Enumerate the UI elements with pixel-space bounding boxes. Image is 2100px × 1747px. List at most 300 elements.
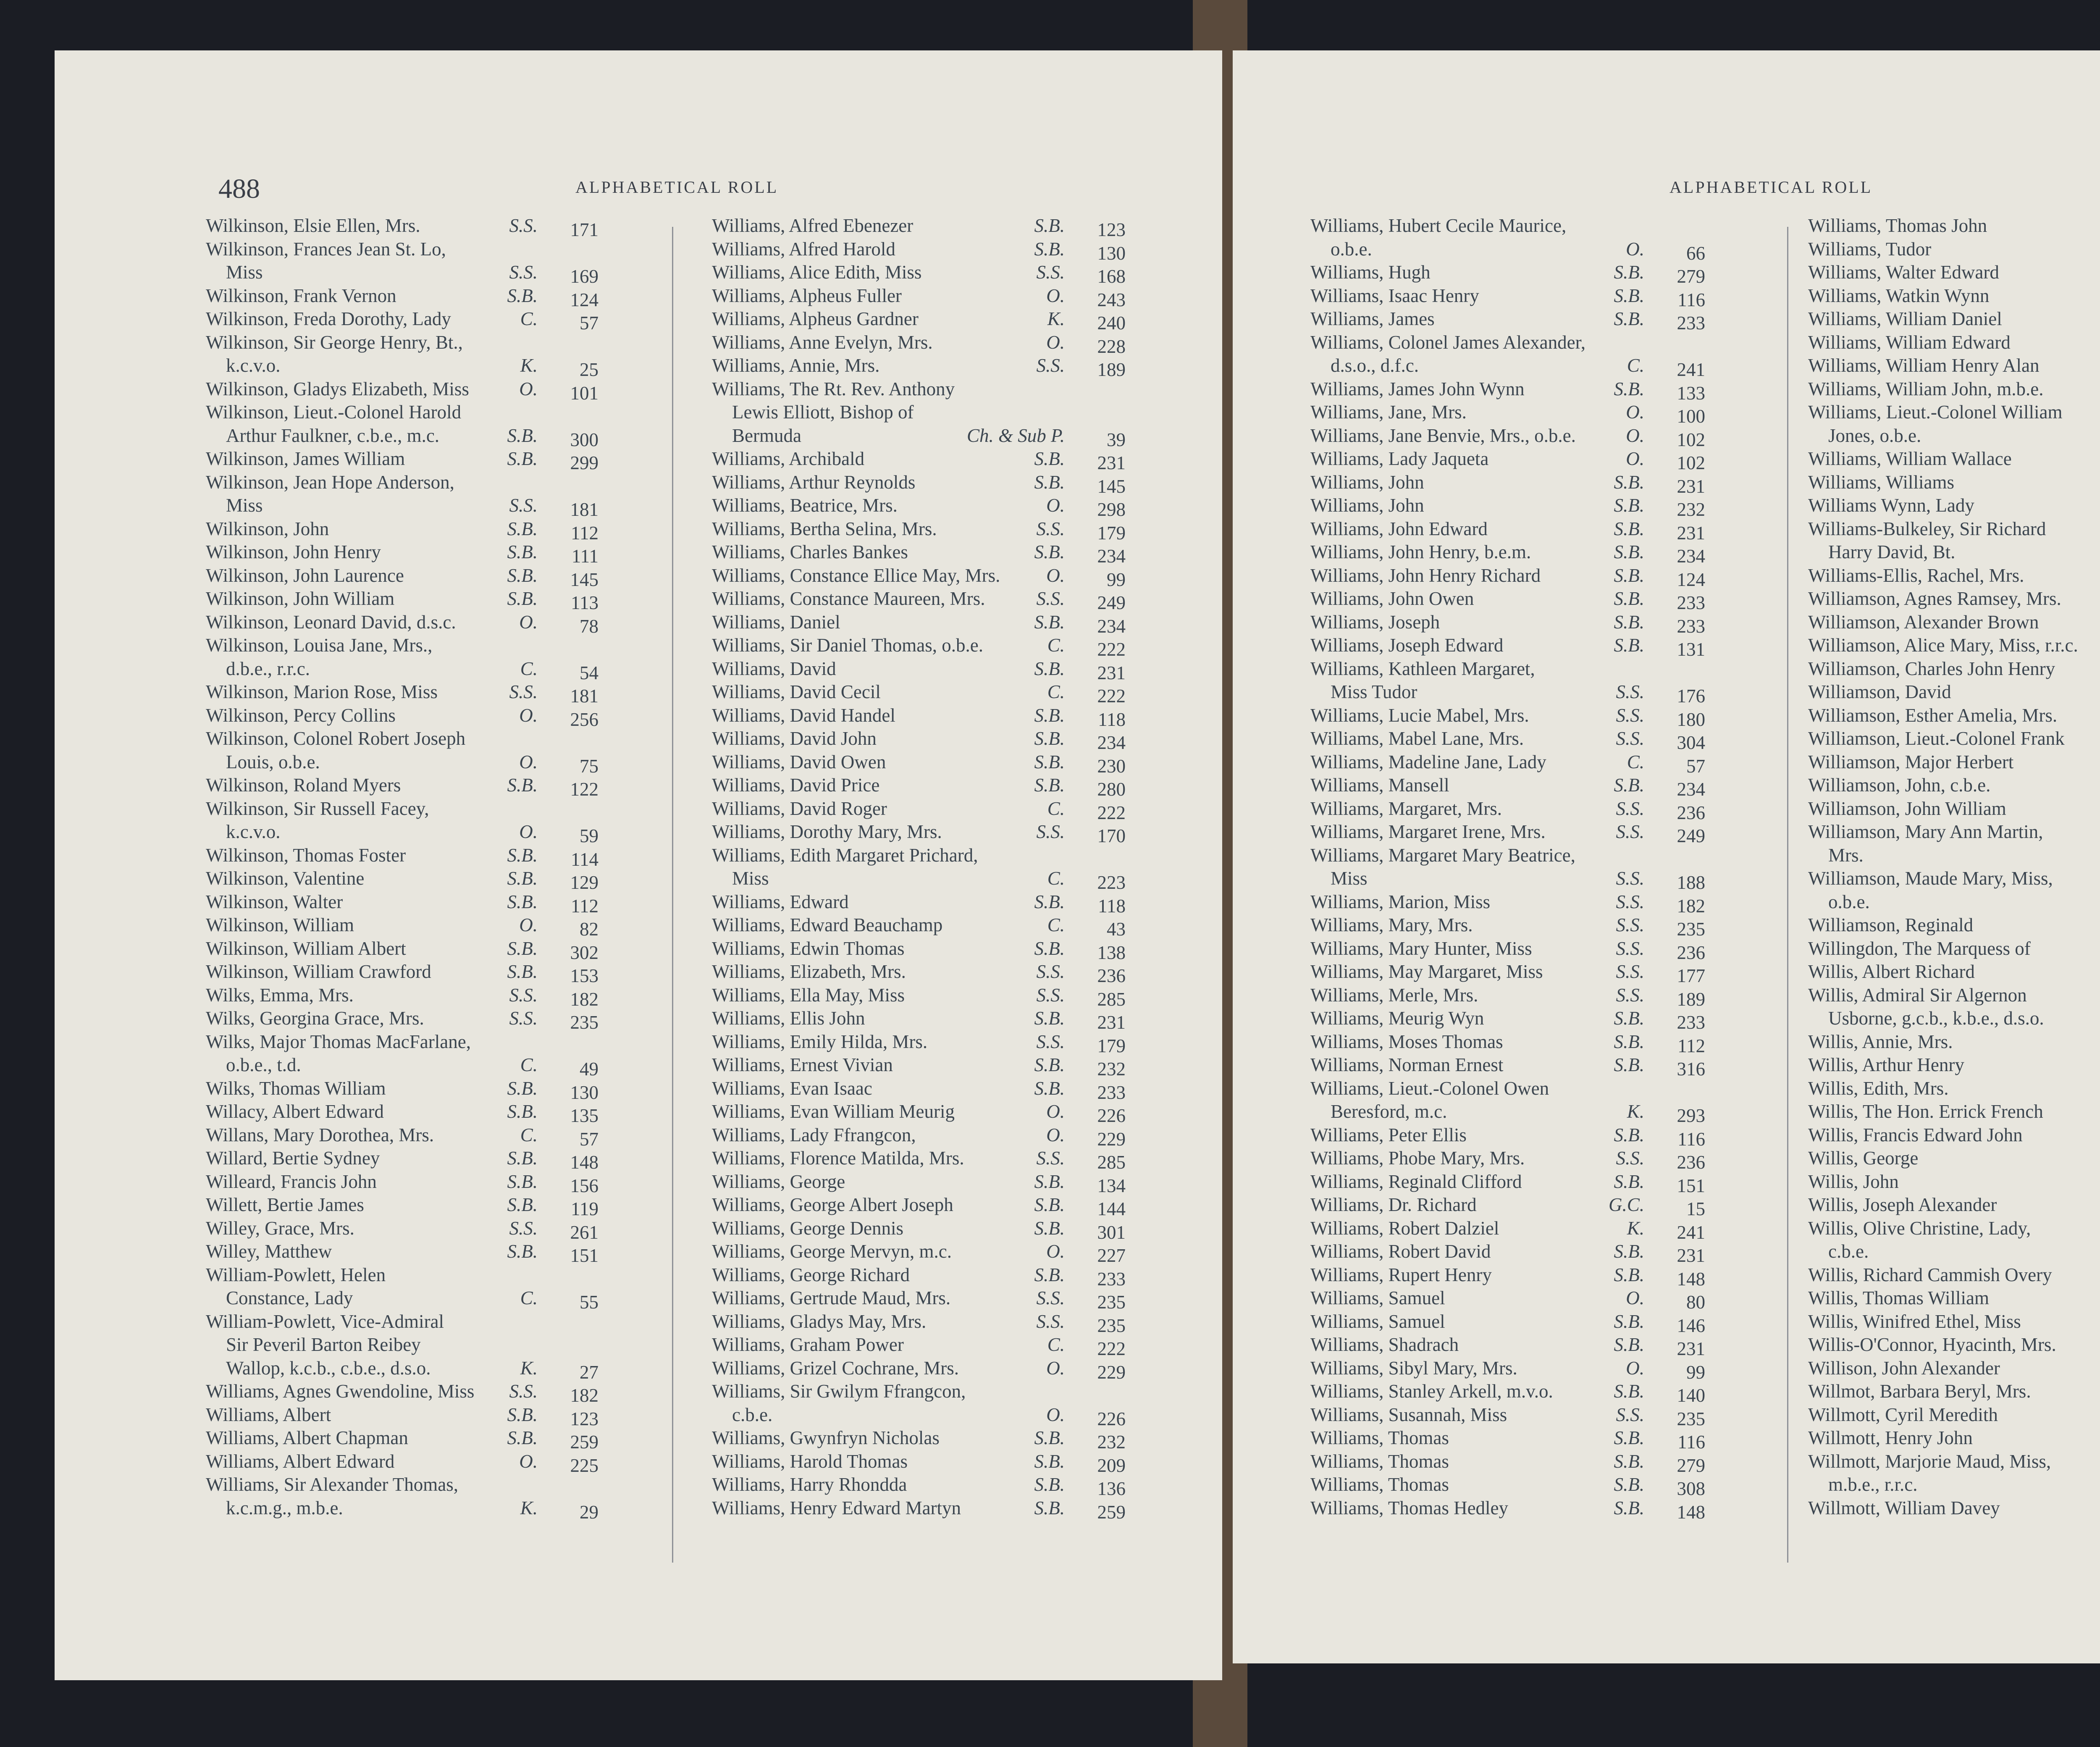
entry-page: 222 <box>1097 1338 1126 1359</box>
entry-class: C. <box>1047 868 1065 889</box>
entry-class: S.B. <box>1034 891 1065 912</box>
roll-entry <box>1808 844 2100 867</box>
roll-entry <box>1808 1380 2100 1403</box>
entry-name: Wallop, k.c.b., c.b.e., d.s.o. <box>226 1357 431 1379</box>
entry-class: O. <box>519 914 538 935</box>
entry-name: Williams, Lady Ffrangcon, <box>712 1124 916 1145</box>
roll-entry <box>1310 1310 1714 1334</box>
entry-class: S.B. <box>507 565 538 586</box>
entry-class: S.B. <box>1034 704 1065 726</box>
entry-name: Wilkinson, James William <box>206 448 405 469</box>
entry-page: 285 <box>1097 988 1126 1010</box>
entry-page: 182 <box>1677 895 1705 917</box>
entry-page: 293 <box>1677 1105 1705 1126</box>
entry-page: 153 <box>570 965 598 986</box>
roll-entry <box>206 378 609 404</box>
entry-class: K. <box>520 1497 538 1518</box>
roll-entry <box>1310 1497 1714 1523</box>
roll-entry <box>1808 284 2100 308</box>
roll-entry <box>712 820 1136 844</box>
roll-entry <box>1310 261 1714 287</box>
roll-entry <box>1808 680 2100 704</box>
entry-page: 66 <box>1686 242 1705 264</box>
entry-name: Williams, Constance Maureen, Mrs. <box>712 588 985 609</box>
entry-class: S.S. <box>1036 961 1065 982</box>
entry-page: 301 <box>1097 1222 1126 1243</box>
entry-class: S.B. <box>1034 1054 1065 1075</box>
entry-page: 241 <box>1677 1222 1705 1243</box>
entry-class: S.B. <box>1034 775 1065 796</box>
roll-entry <box>206 1473 609 1497</box>
entry-class: C. <box>520 1054 538 1075</box>
roll-entry <box>712 1077 1136 1101</box>
roll-entry <box>206 844 609 870</box>
entry-name: d.s.o., d.f.c. <box>1331 355 1419 376</box>
roll-entry <box>1808 518 2100 541</box>
column-4 <box>1808 214 2100 1520</box>
entry-class: S.B. <box>1614 518 1644 539</box>
entry-name: Williams, Albert <box>206 1404 331 1425</box>
column-divider <box>1787 227 1788 1563</box>
entry-name: Williamson, David <box>1808 681 1951 702</box>
roll-entry <box>1808 774 2100 797</box>
entry-name: Wilkinson, Roland Myers <box>206 775 401 796</box>
entry-name: Williams, Joseph <box>1310 611 1440 633</box>
entry-name: Williams, Tudor <box>1808 238 1932 260</box>
running-header: ALPHABETICAL ROLL <box>575 178 779 197</box>
roll-entry <box>1310 1007 1714 1033</box>
entry-page: 176 <box>1677 686 1705 707</box>
entry-class: S.B. <box>507 1427 538 1448</box>
roll-entry <box>1310 611 1714 637</box>
roll-entry <box>206 424 609 448</box>
entry-class: S.B. <box>507 961 538 982</box>
roll-entry <box>712 1450 1136 1474</box>
entry-page: 182 <box>570 1385 598 1406</box>
entry-page: 229 <box>1097 1128 1126 1150</box>
entry-class: S.S. <box>1616 1404 1644 1425</box>
roll-entry <box>206 1053 609 1080</box>
entry-page: 235 <box>1097 1315 1126 1336</box>
entry-name: Williams, Mansell <box>1310 775 1449 796</box>
entry-page: 25 <box>580 359 598 380</box>
entry-class: S.B. <box>507 1194 538 1215</box>
roll-entry <box>1310 1264 1714 1290</box>
entry-class: K. <box>1047 308 1065 329</box>
entry-name: Williamson, Major Herbert <box>1808 751 2014 772</box>
roll-entry <box>1808 1403 2100 1427</box>
roll-entry <box>712 1264 1136 1290</box>
entry-name: Willmott, Marjorie Maud, Miss, <box>1808 1450 2051 1472</box>
entry-name: Williams, George Richard <box>712 1264 910 1285</box>
column-2 <box>712 214 1136 1523</box>
entry-name: Wilkinson, Jean Hope Anderson, <box>206 471 454 493</box>
roll-entry <box>712 238 1136 264</box>
entry-page: 118 <box>1098 895 1126 917</box>
roll-entry <box>712 424 1136 448</box>
entry-class: O. <box>519 704 538 726</box>
entry-class: S.B. <box>1034 1497 1065 1518</box>
entry-class: S.B. <box>1034 728 1065 749</box>
entry-name: Williams, Joseph Edward <box>1310 635 1504 656</box>
roll-entry <box>206 1170 609 1194</box>
entry-name: Williams, Moses Thomas <box>1310 1031 1503 1052</box>
entry-page: 118 <box>1098 709 1126 730</box>
entry-name: Willis, Olive Christine, Lady, <box>1808 1217 2031 1239</box>
entry-name: Wilkinson, Percy Collins <box>206 704 396 726</box>
roll-entry <box>1808 424 2100 448</box>
roll-entry <box>712 960 1136 984</box>
roll-entry <box>206 1147 609 1173</box>
roll-entry <box>206 1426 609 1453</box>
entry-page: 236 <box>1677 802 1705 823</box>
entry-name: Williams, Thomas John <box>1808 215 1987 236</box>
entry-name: Constance, Lady <box>226 1287 353 1308</box>
roll-entry <box>206 354 609 378</box>
entry-name: Williams, Lieut.-Colonel William <box>1808 402 2063 423</box>
roll-entry <box>712 1403 1136 1427</box>
roll-entry <box>1808 564 2100 588</box>
entry-page: 102 <box>1677 429 1705 450</box>
roll-entry <box>1310 1100 1714 1124</box>
entry-page: 133 <box>1677 382 1705 404</box>
entry-class: S.B. <box>1034 448 1065 469</box>
entry-page: 279 <box>1677 1455 1705 1476</box>
roll-entry <box>206 214 609 238</box>
entry-class: S.S. <box>509 984 538 1006</box>
entry-class: S.B. <box>1614 565 1644 586</box>
roll-entry <box>1808 1147 2100 1170</box>
entry-name: Williams, Walter Edward <box>1808 262 1999 283</box>
roll-entry <box>206 1403 609 1427</box>
roll-entry <box>1808 354 2100 378</box>
entry-class: S.B. <box>1614 285 1644 306</box>
entry-page: 285 <box>1097 1152 1126 1173</box>
page-number: 488 <box>218 173 260 204</box>
entry-name: Williams, Graham Power <box>712 1334 904 1355</box>
roll-entry <box>206 1030 609 1054</box>
entry-class: G.C. <box>1608 1194 1644 1215</box>
roll-entry <box>1310 238 1714 264</box>
entry-class: O. <box>1046 495 1065 516</box>
entry-class: S.S. <box>1036 984 1065 1006</box>
entry-page: 235 <box>1677 1408 1705 1429</box>
roll-entry <box>206 1264 609 1287</box>
entry-page: 234 <box>1097 546 1126 567</box>
entry-class: K. <box>520 355 538 376</box>
entry-name: Beresford, m.c. <box>1331 1101 1447 1122</box>
roll-entry <box>1808 1497 2100 1520</box>
entry-class: S.S. <box>509 681 538 702</box>
roll-entry <box>1808 751 2100 774</box>
entry-name: Williams, David Roger <box>712 798 887 819</box>
entry-class: S.B. <box>1034 1008 1065 1029</box>
entry-name: Williams, Ernest Vivian <box>712 1054 893 1075</box>
entry-class: S.S. <box>1616 1148 1644 1169</box>
entry-name: Williams, Daniel <box>712 611 840 633</box>
roll-entry <box>712 564 1136 588</box>
entry-page: 249 <box>1097 592 1126 613</box>
entry-name: Williams, Samuel <box>1310 1311 1445 1332</box>
entry-name: Willison, John Alexander <box>1808 1357 2000 1379</box>
entry-class: S.B. <box>1614 1381 1644 1402</box>
entry-page: 130 <box>570 1082 598 1103</box>
roll-entry <box>1808 1450 2100 1474</box>
entry-name: Wilkinson, Gladys Elizabeth, Miss <box>206 378 469 399</box>
entry-name: Williams, Thomas <box>1310 1427 1449 1448</box>
roll-entry <box>206 564 609 588</box>
entry-name: Williams, Arthur Reynolds <box>712 471 916 493</box>
entry-class: S.S. <box>1616 938 1644 959</box>
roll-entry <box>712 1170 1136 1194</box>
entry-name: Williams, Madeline Jane, Lady <box>1310 751 1546 772</box>
entry-page: 82 <box>580 919 598 940</box>
entry-name: Williams, David Owen <box>712 751 886 772</box>
entry-name: Williams, Isaac Henry <box>1310 285 1479 306</box>
entry-name: Wilkinson, William <box>206 914 354 935</box>
entry-class: S.B. <box>1614 1031 1644 1052</box>
entry-name: Williams, Margaret Mary Beatrice, <box>1310 844 1575 866</box>
roll-entry <box>712 867 1136 891</box>
entry-class: S.B. <box>1614 1497 1644 1518</box>
entry-name: Bermuda <box>732 425 801 446</box>
entry-name: Miss <box>732 868 769 889</box>
entry-name: Williamson, Alice Mary, Miss, r.r.c. <box>1808 635 2078 656</box>
entry-name: Mrs. <box>1828 844 1864 866</box>
roll-entry <box>1808 471 2100 494</box>
roll-entry <box>1808 1333 2100 1357</box>
entry-class: S.B. <box>1614 1450 1644 1472</box>
entry-name: Williams, William Edward <box>1808 331 2011 353</box>
roll-entry <box>1310 634 1714 660</box>
entry-class: S.B. <box>1034 938 1065 959</box>
entry-page: 302 <box>570 942 598 963</box>
entry-name: Williams, Mary Hunter, Miss <box>1310 938 1532 959</box>
entry-name: Williams, James <box>1310 308 1435 329</box>
roll-entry <box>206 1077 609 1101</box>
entry-page: 145 <box>1097 475 1126 497</box>
entry-page: 241 <box>1677 359 1705 380</box>
roll-entry <box>1808 261 2100 284</box>
entry-name: Williams, Norman Ernest <box>1310 1054 1504 1075</box>
roll-entry <box>206 238 609 261</box>
roll-entry <box>1808 401 2100 424</box>
entry-page: 113 <box>571 592 598 613</box>
entry-name: Williamson, Alexander Brown <box>1808 611 2039 633</box>
roll-entry <box>206 261 609 287</box>
entry-page: 249 <box>1677 825 1705 846</box>
roll-entry <box>1310 564 1714 588</box>
entry-name: Williams, Mary, Mrs. <box>1310 914 1473 935</box>
roll-entry <box>206 1007 609 1033</box>
entry-class: O. <box>1626 238 1644 260</box>
roll-entry <box>712 1473 1136 1497</box>
entry-name: Williams, Stanley Arkell, m.v.o. <box>1310 1381 1553 1402</box>
entry-name: Williams, Edward <box>712 891 849 912</box>
entry-name: Williams, Colonel James Alexander, <box>1310 331 1586 353</box>
roll-entry <box>1310 680 1714 707</box>
entry-page: 243 <box>1097 289 1126 310</box>
entry-name: Williams, Edward Beauchamp <box>712 914 943 935</box>
roll-entry <box>1310 587 1714 611</box>
entry-page: 135 <box>570 1105 598 1126</box>
entry-page: 179 <box>1097 1035 1126 1056</box>
entry-class: S.S. <box>1616 821 1644 842</box>
entry-page: 57 <box>1686 755 1705 777</box>
roll-entry <box>712 284 1136 308</box>
entry-page: 80 <box>1686 1292 1705 1313</box>
entry-name: Wilkinson, John William <box>206 588 395 609</box>
entry-class: S.B. <box>1034 658 1065 679</box>
entry-page: 308 <box>1677 1478 1705 1499</box>
entry-name: Williamson, Charles John Henry <box>1808 658 2055 679</box>
entry-class: O. <box>1626 1287 1644 1308</box>
entry-class: S.B. <box>507 425 538 446</box>
roll-entry <box>206 307 609 334</box>
roll-entry <box>1310 284 1714 308</box>
entry-class: S.B. <box>507 891 538 912</box>
roll-entry <box>712 774 1136 800</box>
entry-name: Williams, Grizel Cochrane, Mrs. <box>712 1357 959 1379</box>
roll-entry <box>712 1217 1136 1243</box>
entry-name: Williams, Dorothy Mary, Mrs. <box>712 821 942 842</box>
roll-entry <box>1808 1357 2100 1380</box>
entry-page: 233 <box>1677 1012 1705 1033</box>
roll-entry <box>712 401 1136 424</box>
entry-name: k.c.v.o. <box>226 821 281 842</box>
roll-entry <box>1310 1217 1714 1243</box>
entry-name: Willingdon, The Marquess of <box>1808 938 2031 959</box>
entry-name: Harry David, Bt. <box>1828 541 1956 562</box>
entry-class: S.B. <box>507 518 538 539</box>
entry-name: Williams, Dr. Richard <box>1310 1194 1477 1215</box>
entry-class: C. <box>520 1287 538 1308</box>
roll-entry <box>1808 1310 2100 1334</box>
roll-entry <box>1808 1193 2100 1217</box>
roll-entry <box>1808 1217 2100 1240</box>
entry-name: Lewis Elliott, Bishop of <box>732 402 914 423</box>
roll-entry <box>1808 820 2100 844</box>
roll-entry <box>712 1240 1136 1264</box>
entry-class: S.B. <box>507 868 538 889</box>
roll-entry <box>206 774 609 800</box>
entry-page: 123 <box>570 1408 598 1429</box>
entry-name: Willis, Arthur Henry <box>1808 1054 1964 1075</box>
entry-name: Williams, George Mervyn, m.c. <box>712 1241 952 1262</box>
entry-name: Williams, Emily Hilda, Mrs. <box>712 1031 928 1052</box>
entry-name: Williams, Florence Matilda, Mrs. <box>712 1148 964 1169</box>
entry-name: k.c.v.o. <box>226 355 281 376</box>
entry-name: Arthur Faulkner, c.b.e., m.c. <box>226 425 440 446</box>
entry-name: Williams, Alice Edith, Miss <box>712 262 922 283</box>
entry-name: Williams, Margaret Irene, Mrs. <box>1310 821 1546 842</box>
entry-page: 189 <box>1097 359 1126 380</box>
roll-entry <box>206 727 609 751</box>
entry-name: Williams, Mabel Lane, Mrs. <box>1310 728 1524 749</box>
roll-entry <box>206 447 609 471</box>
entry-name: Williams, Robert David <box>1310 1241 1491 1262</box>
entry-page: 112 <box>571 522 598 544</box>
entry-class: S.B. <box>507 448 538 469</box>
roll-entry <box>712 447 1136 471</box>
entry-page: 49 <box>580 1059 598 1080</box>
roll-entry <box>1808 587 2100 611</box>
entry-class: S.B. <box>1034 611 1065 633</box>
entry-class: O. <box>1046 565 1065 586</box>
entry-page: 168 <box>1097 266 1126 287</box>
entry-name: Williams, George <box>712 1171 845 1192</box>
entry-name: Williams, Hugh <box>1310 262 1431 283</box>
entry-page: 179 <box>1097 522 1126 544</box>
entry-class: S.S. <box>1616 704 1644 726</box>
entry-name: o.b.e. <box>1828 891 1870 912</box>
entry-name: Wilkinson, William Albert <box>206 938 406 959</box>
entry-page: 102 <box>1677 452 1705 473</box>
entry-class: S.B. <box>1034 1171 1065 1192</box>
roll-entry <box>712 1193 1136 1217</box>
entry-page: 130 <box>1097 242 1126 264</box>
entry-page: 148 <box>1677 1268 1705 1290</box>
entry-page: 236 <box>1097 965 1126 986</box>
entry-class: S.B. <box>1614 1264 1644 1285</box>
entry-class: S.S. <box>1036 355 1065 376</box>
roll-entry <box>1310 424 1714 448</box>
entry-name: Williamson, Reginald <box>1808 914 1974 935</box>
roll-entry <box>712 541 1136 567</box>
entry-class: C. <box>1047 798 1065 819</box>
entry-page: 123 <box>1097 219 1126 240</box>
entry-name: Williams, Alfred Ebenezer <box>712 215 914 236</box>
entry-class: S.B. <box>1034 215 1065 236</box>
roll-entry <box>1808 704 2100 728</box>
roll-entry <box>1808 494 2100 518</box>
entry-page: 114 <box>571 849 598 870</box>
roll-entry <box>1808 914 2100 937</box>
roll-entry <box>712 494 1136 518</box>
entry-page: 43 <box>1107 919 1126 940</box>
entry-page: 131 <box>1677 639 1705 660</box>
entry-name: Williamson, John William <box>1808 798 2006 819</box>
roll-entry <box>1310 494 1714 518</box>
roll-entry <box>1808 960 2100 984</box>
entry-page: 57 <box>580 1128 598 1150</box>
roll-entry <box>1808 1473 2100 1497</box>
entry-page: 177 <box>1677 965 1705 986</box>
entry-name: Miss Tudor <box>1331 681 1418 702</box>
entry-name: Williams, Peter Ellis <box>1310 1124 1467 1145</box>
entry-name: Willett, Bertie James <box>206 1194 364 1215</box>
roll-entry <box>712 1333 1136 1357</box>
entry-name: Wilkinson, Freda Dorothy, Lady <box>206 308 451 329</box>
entry-page: 230 <box>1097 755 1126 777</box>
entry-name: Williams, Elizabeth, Mrs. <box>712 961 906 982</box>
entry-name: Willey, Matthew <box>206 1241 332 1262</box>
entry-class: S.B. <box>507 1077 538 1099</box>
roll-entry <box>1310 471 1714 497</box>
roll-entry <box>206 284 609 308</box>
entry-class: O. <box>1046 331 1065 353</box>
roll-entry <box>712 1380 1136 1403</box>
roll-entry <box>712 984 1136 1010</box>
entry-name: Williams, Meurig Wyn <box>1310 1008 1484 1029</box>
entry-page: 234 <box>1677 779 1705 800</box>
entry-name: Williams, Jane Benvie, Mrs., o.b.e. <box>1310 425 1576 446</box>
entry-page: 129 <box>570 872 598 893</box>
roll-entry <box>1310 1240 1714 1264</box>
entry-page: 146 <box>1677 1315 1705 1336</box>
entry-class: S.B. <box>1614 471 1644 493</box>
entry-name: Williams, Evan Isaac <box>712 1077 872 1099</box>
